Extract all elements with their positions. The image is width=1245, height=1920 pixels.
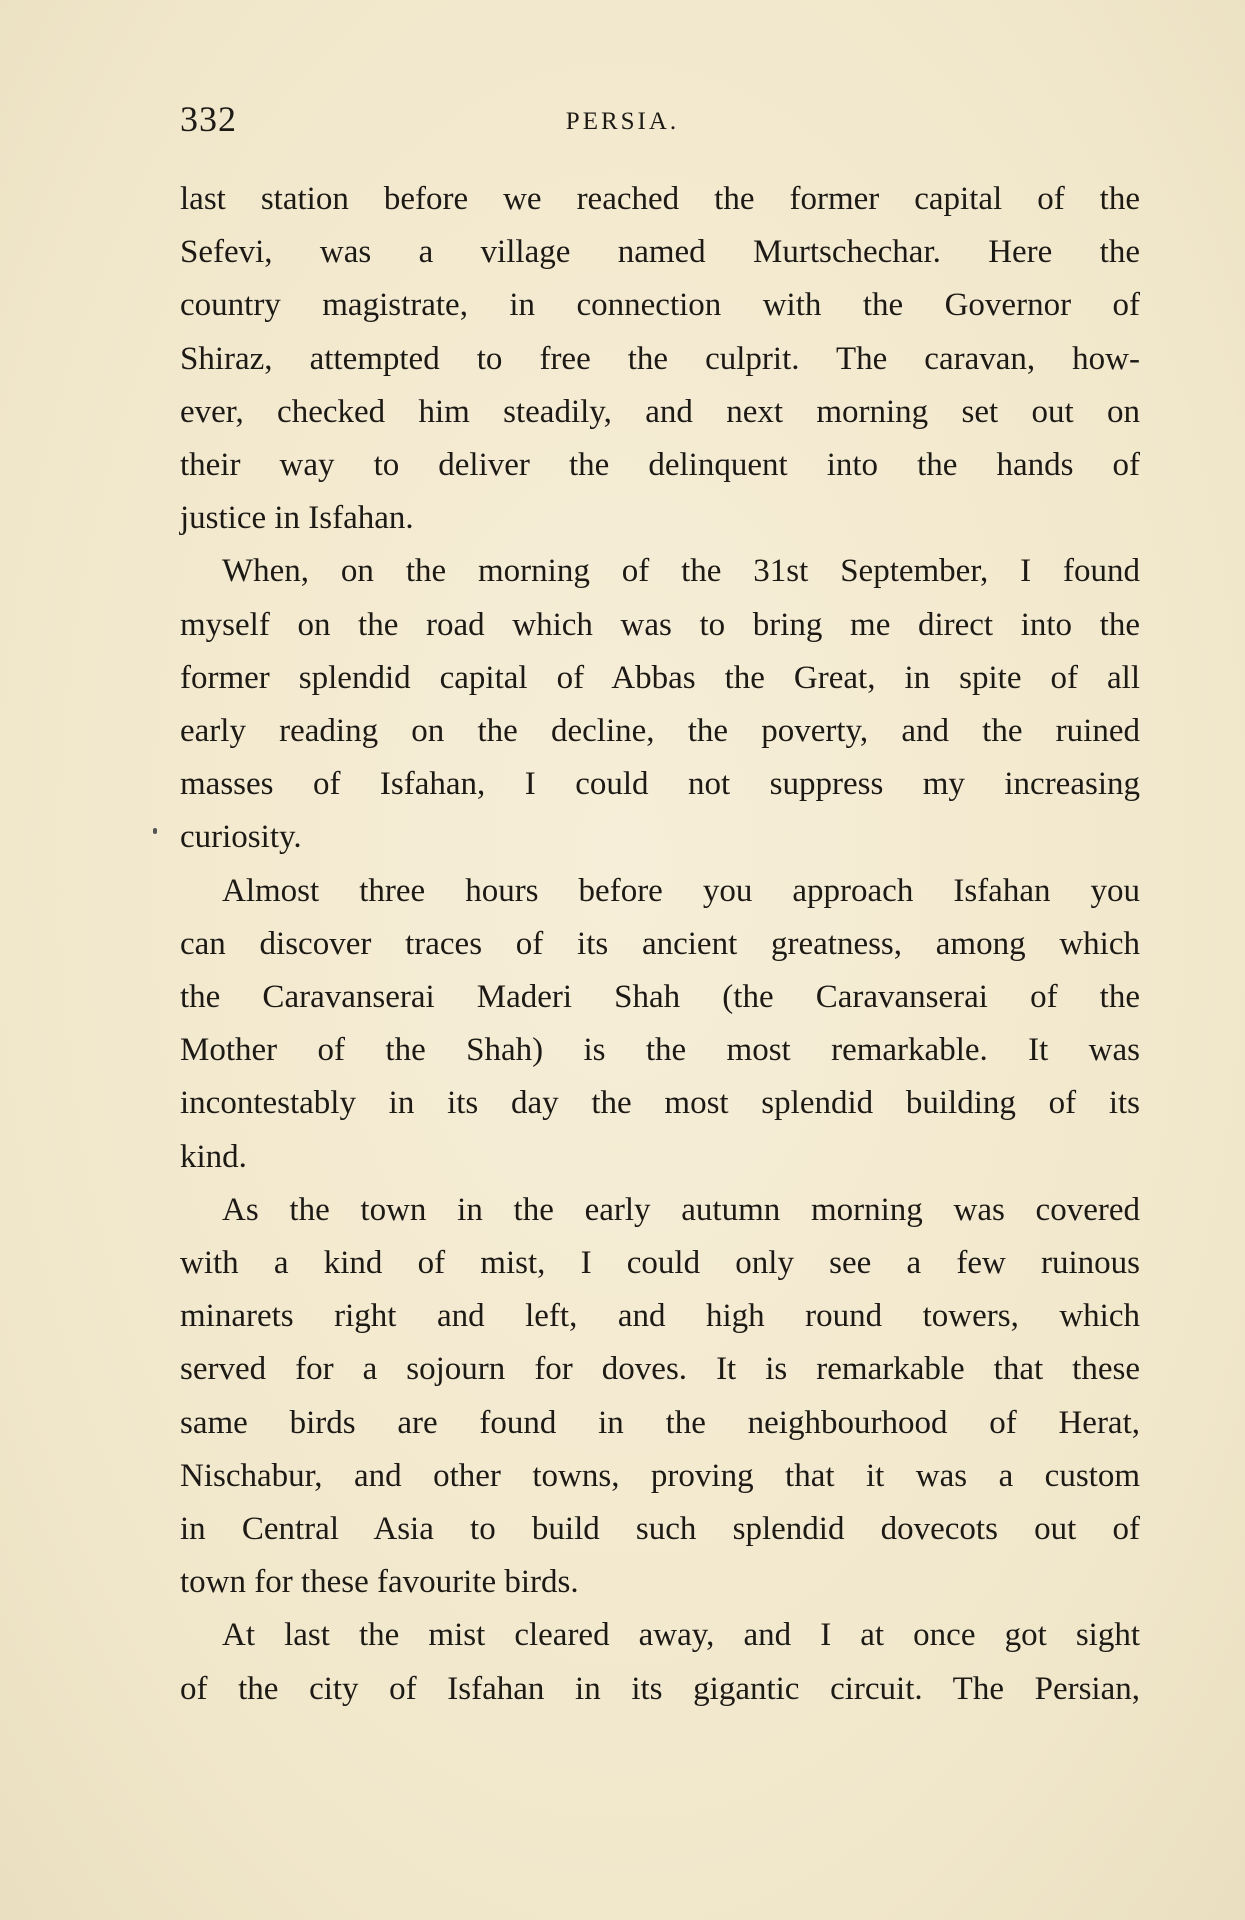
body-text [180, 173, 1140, 1716]
text-line: When, on the morning of the 31st September, I found [222, 553, 1140, 590]
text-line: their way to deliver the delinquent into the hands of [180, 447, 1140, 484]
text-line: Shiraz, attempted to free the culprit. The caravan, how- [180, 340, 1140, 377]
text-line: myself on the road which was to bring me direct into the [180, 606, 1140, 643]
text-line: of the city of Isfahan in its gigantic circuit. The Persian, [180, 1670, 1140, 1707]
text-line: served for a sojourn for doves. It is remarkable that these [180, 1351, 1140, 1388]
text-line: town for these favourite birds. [180, 1564, 579, 1601]
text-line: with a kind of mist, I could only see a few ruinous [180, 1245, 1140, 1282]
text-line: Almost three hours before you approach Isfahan you [222, 872, 1140, 909]
text-line: Nischabur, and other towns, proving that it was a custom [180, 1457, 1140, 1494]
text-line: minarets right and left, and high round towers, which [180, 1298, 1140, 1335]
text-line: early reading on the decline, the poverty, and the ruined [180, 713, 1140, 750]
text-line: in Central Asia to build such splendid dovecots out of [180, 1511, 1140, 1548]
text-line: ever, checked him steadily, and next morning set out on [180, 393, 1140, 430]
text-line: can discover traces of its ancient greatness, among which [180, 925, 1140, 962]
text-line: country magistrate, in connection with the Governor of [180, 287, 1140, 324]
text-line: As the town in the early autumn morning was covered [222, 1191, 1140, 1228]
text-line: incontestably in its day the most splendid building of its [180, 1085, 1140, 1122]
text-line: At last the mist cleared away, and I at once got sight [222, 1617, 1140, 1654]
running-head: PERSIA. [565, 108, 680, 135]
text-line: Mother of the Shah) is the most remarkable. It was [180, 1032, 1140, 1069]
text-line: the Caravanserai Maderi Shah (the Caravanserai of the [180, 979, 1140, 1016]
text-line: same birds are found in the neighbourhood of Herat, [180, 1404, 1140, 1441]
text-line: former splendid capital of Abbas the Great, in spite of all [180, 659, 1140, 696]
text-line: masses of Isfahan, I could not suppress my increasing [180, 766, 1140, 803]
text-line: last station before we reached the former capital of the [180, 181, 1140, 217]
margin-mark [153, 828, 157, 834]
text-line: kind. [180, 1138, 247, 1175]
text-line: Sefevi, was a village named Murtschechar. Here the [180, 234, 1140, 271]
text-line: justice in Isfahan. [180, 500, 414, 537]
text-line: curiosity. [180, 819, 302, 856]
page-number: 332 [180, 99, 237, 139]
